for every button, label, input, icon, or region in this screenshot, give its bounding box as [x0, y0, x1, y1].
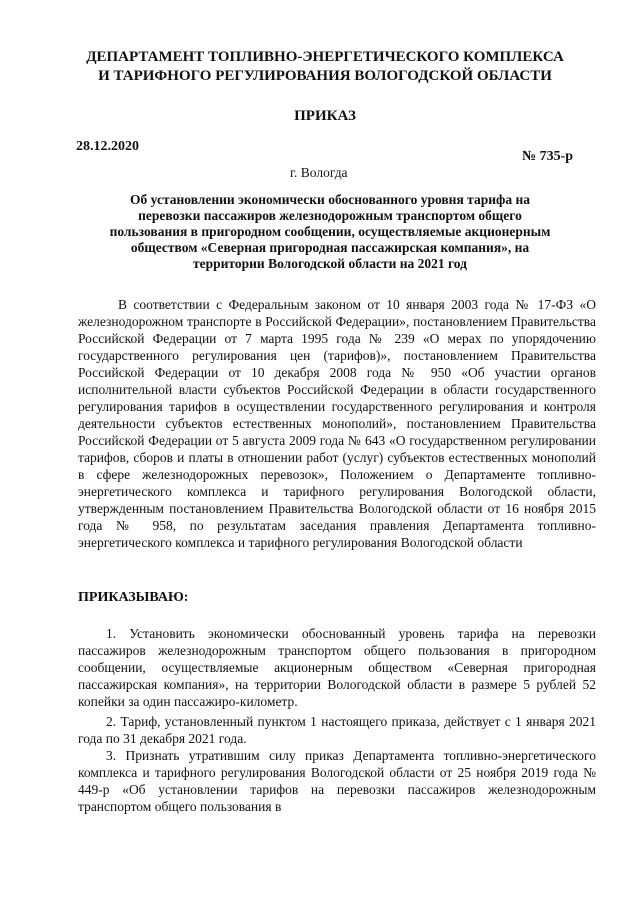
department-line-1: ДЕПАРТАМЕНТ ТОПЛИВНО-ЭНЕРГЕТИЧЕСКОГО КОМПЛЕКСА	[86, 49, 564, 65]
preamble-paragraph: В соответствии с Федеральным законом от 10 января 2003 года № 17-ФЗ «О железнодорожном транспорте в Российской Федерации», постановлением Правительства Российской Федерации от 7 марта 1995 года № 239 «О мерах по упорядочению государственного регулирования цен (тарифов)», постановлением Правительства Российской Федерации от 10 декабря 2008 года № 950 «Об участии органов исполнительной власти субъектов Российской Федерации в области государственного регулирования тарифов в осуществлении государственного регулирования и контроля деятельности субъектов естественных монополий», постановлением Правительства Российской Федерации от 5 августа 2009 года № 643 «О государственном регулировании тарифов, сборов и платы в отношении работ (услуг) субъектов естественных монополий в сфере железнодорожных перевозок», Положением о Департаменте топливно-энергетического комплекса и тарифного регулирования Вологодской области, утвержденным постановлением Правительства Вологодской области от 16 ноября 2015 года № 958, по результатам заседания правления Департамента топливно-энергетического комплекса и тарифного регулирования Вологодской области	[78, 297, 596, 550]
order-number: № 735-р	[522, 149, 574, 164]
clause-1: 1. Установить экономически обоснованный уровень тарифа на перевозки пассажиров железнодорожным транспортом общего пользования в пригородном сообщении, осуществляемые акционерным обществом «Северная пригородная пассажирская компания», на территории Вологодской области в размере 5 рублей 52 копейки за один пассажиро-километр.	[78, 626, 596, 709]
order-title: ПРИКАЗ	[294, 108, 356, 124]
department-header	[60, 48, 590, 86]
decree-word: ПРИКАЗЫВАЮ:	[78, 590, 189, 605]
order-subject: Об установлении экономически обоснованного уровня тарифа на перевозки пассажиров железнодорожным транспортом общего пользования в пригородном сообщении, осуществляемые акционерным обществом «Северная пригородная пассажирская компания», на территории Вологодской области на 2021 год	[109, 192, 551, 271]
clause-3: 3. Признать утратившим силу приказ Департамента топливно-энергетического комплекса и тарифного регулирования Вологодской области от 25 ноября 2019 года № 449-р «Об установлении тарифов на перевозки пассажиров железнодорожным транспортом общего пользования в	[78, 748, 596, 814]
order-date: 28.12.2020	[76, 139, 139, 154]
clause-2: 2. Тариф, установленный пунктом 1 настоящего приказа, действует с 1 января 2021 года по 31 декабря 2021 года.	[78, 714, 596, 746]
department-line-2: И ТАРИФНОГО РЕГУЛИРОВАНИЯ ВОЛОГОДСКОЙ ОБЛАСТИ	[98, 68, 552, 84]
order-city: г. Вологда	[290, 165, 348, 180]
